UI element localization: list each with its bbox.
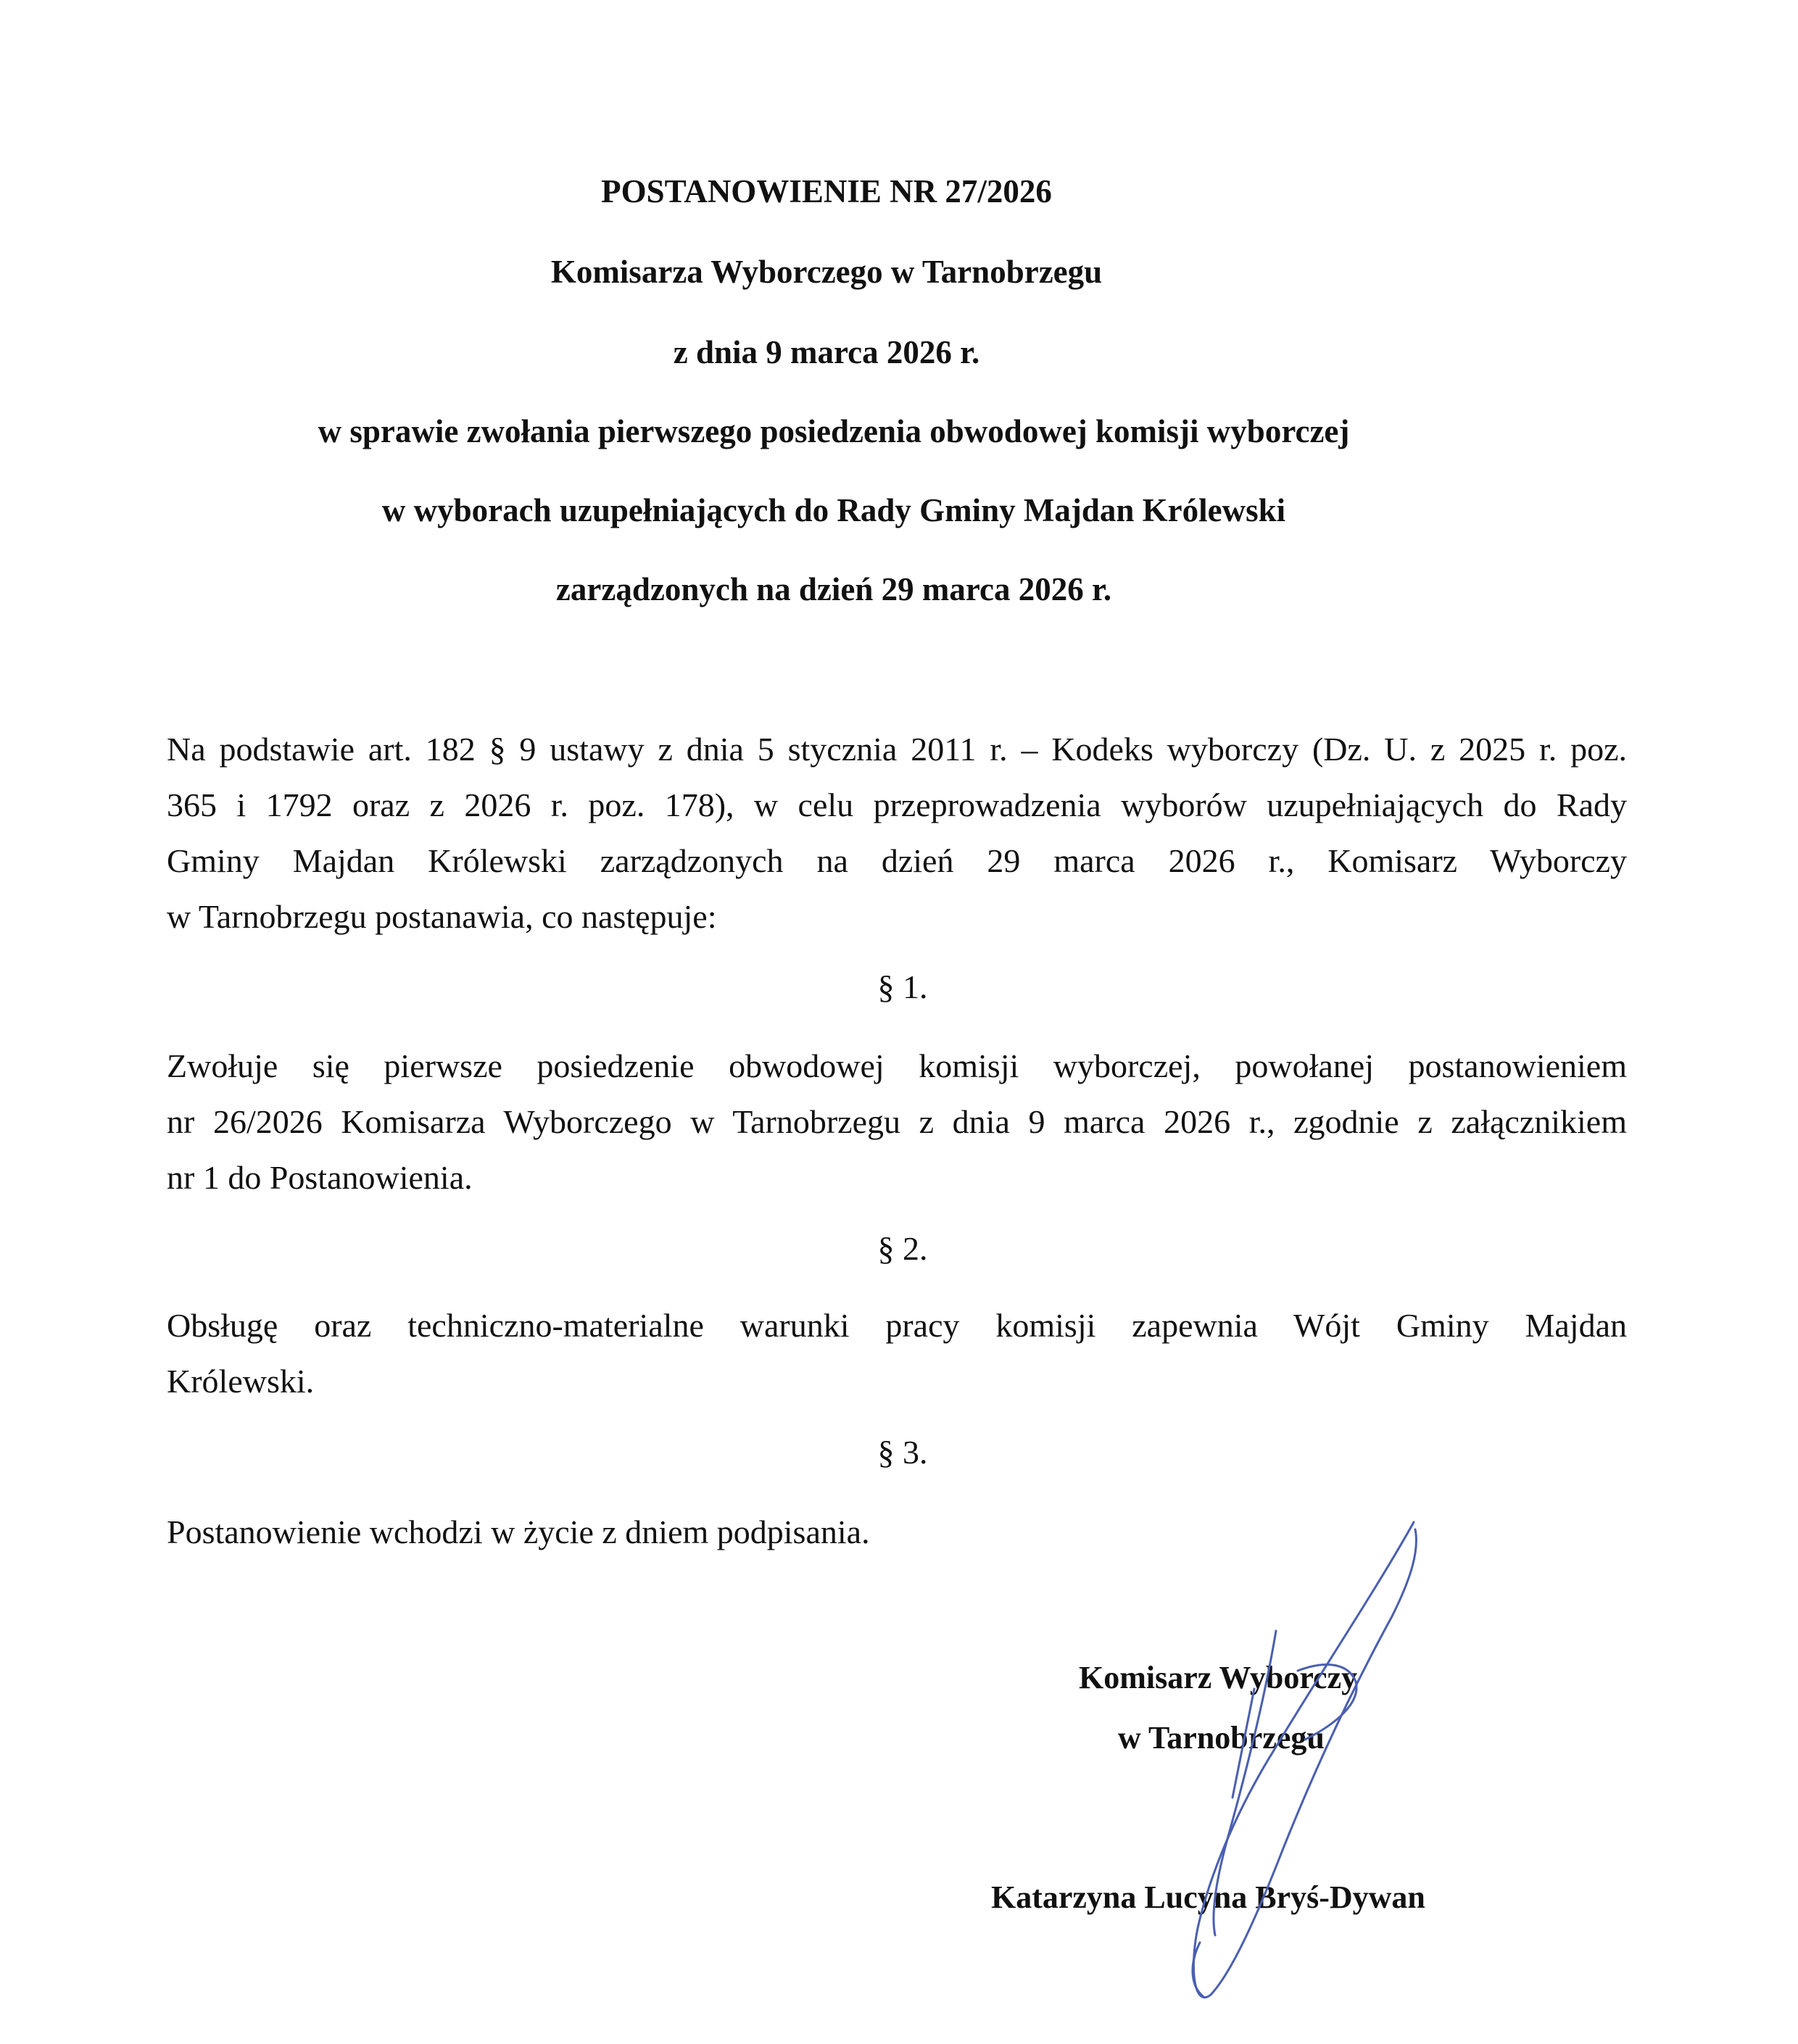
- subject-line-3: zarządzonych na dzień 29 marca 2026 r.: [555, 571, 1112, 607]
- preamble-line: Gminy Majdan Królewski zarządzonych na dzień 29 marca 2026 r., Komisarz Wyborczy: [167, 842, 1627, 879]
- preamble-line: w Tarnobrzegu postanawia, co następuje:: [167, 898, 717, 935]
- section-1-line: Zwołuje się pierwsze posiedzenie obwodowej komisji wyborczej, powołanej postanowieniem: [167, 1047, 1627, 1084]
- preamble-line: Na podstawie art. 182 § 9 ustawy z dnia 5 stycznia 2011 r. – Kodeks wyborczy (Dz. U. z 2025 r. poz.: [167, 731, 1627, 768]
- section-1-line: nr 26/2026 Komisarza Wyborczego w Tarnobrzegu z dnia 9 marca 2026 r., zgodnie z załącznikiem: [167, 1103, 1627, 1140]
- signature-role-line-2: w Tarnobrzegu: [1118, 1720, 1325, 1756]
- section-3-mark: § 3.: [877, 1434, 928, 1471]
- signature-role-line-1: Komisarz Wyborczy: [1079, 1660, 1358, 1695]
- subject-line-1: w sprawie zwołania pierwszego posiedzenia obwodowej komisji wyborczej: [318, 413, 1350, 449]
- document-title: POSTANOWIENIE NR 27/2026: [601, 173, 1052, 209]
- section-2-mark: § 2.: [877, 1230, 928, 1267]
- subject-line-2: w wyborach uzupełniających do Rady Gminy Majdan Królewski: [381, 492, 1286, 528]
- section-2-paragraph: [167, 1297, 1627, 1409]
- issuer-line: Komisarza Wyborczego w Tarnobrzegu: [550, 254, 1103, 290]
- section-2-line: Obsługę oraz techniczno-materialne warunki pracy komisji zapewnia Wójt Gminy Majdan: [167, 1307, 1627, 1344]
- preamble-paragraph: [167, 721, 1627, 944]
- section-1-paragraph: [167, 1038, 1627, 1205]
- date-line: z dnia 9 marca 2026 r.: [673, 334, 980, 370]
- preamble-line: 365 i 1792 oraz z 2026 r. poz. 178), w celu przeprowadzenia wyborów uzupełniających do Rady: [167, 786, 1627, 823]
- section-3-line: Postanowienie wchodzi w życie z dniem podpisania.: [167, 1513, 870, 1550]
- handwritten-signature: [1131, 1508, 1436, 2015]
- section-1-line: nr 1 do Postanowienia.: [167, 1159, 473, 1196]
- section-2-line: Królewski.: [167, 1363, 315, 1400]
- section-1-mark: § 1.: [877, 968, 928, 1005]
- signatory-name: Katarzyna Lucyna Bryś-Dywan: [991, 1879, 1425, 1915]
